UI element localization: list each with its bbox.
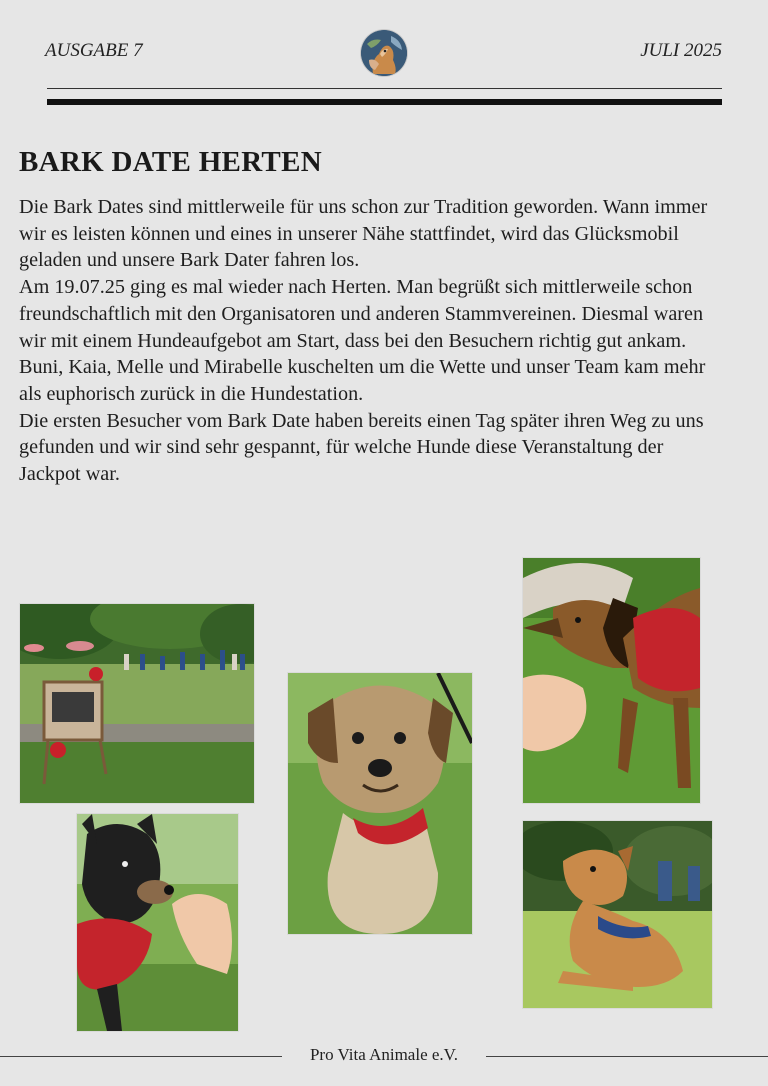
header-divider-thin	[47, 88, 722, 89]
small-dog-grass-photo	[523, 821, 712, 1008]
article-paragraph: Die ersten Besucher vom Bark Date haben bereits einen Tag später ihren Weg zu uns gefunden und wir sind sehr gespannt, für welche Hunde diese Veranstaltung der Jackpot war.	[19, 409, 704, 486]
brown-dog-petting-photo	[523, 558, 700, 803]
article-paragraph: Am 19.07.25 ging es mal wieder nach Herten. Man begrüßt sich mittlerweile schon freundschaftlich mit den Organisatoren und anderen Stammvereinen. Diesmal waren wir mit einem Hundeaufgebot am Start, dass bei den Besuchern richtig gut ankam. Buni, Kaia, Melle und Mirabelle kuschelten um die Wette und unser Team kam mehr als euphorisch zurück in die Hundestation.	[19, 276, 706, 405]
article-title: BARK DATE HERTEN	[19, 146, 322, 178]
article-body	[19, 194, 719, 488]
article-paragraph: Die Bark Dates sind mittlerweile für uns schon zur Tradition geworden. Wann immer wir es leisten können und eines in unserer Nähe stattfindet, wird das Glücksmobil geladen und unsere Bark Dater fahren los.	[19, 196, 708, 272]
date-label: JULI 2025	[640, 40, 722, 61]
terrier-dog-photo	[288, 673, 472, 934]
event-park-photo	[20, 604, 254, 803]
header-divider-thick	[47, 99, 722, 105]
footer-organization: Pro Vita Animale e.V.	[300, 1045, 468, 1064]
black-dog-bandana-photo	[77, 814, 238, 1031]
issue-label: AUSGABE 7	[45, 40, 143, 61]
dog-globe-logo-icon	[361, 30, 407, 76]
